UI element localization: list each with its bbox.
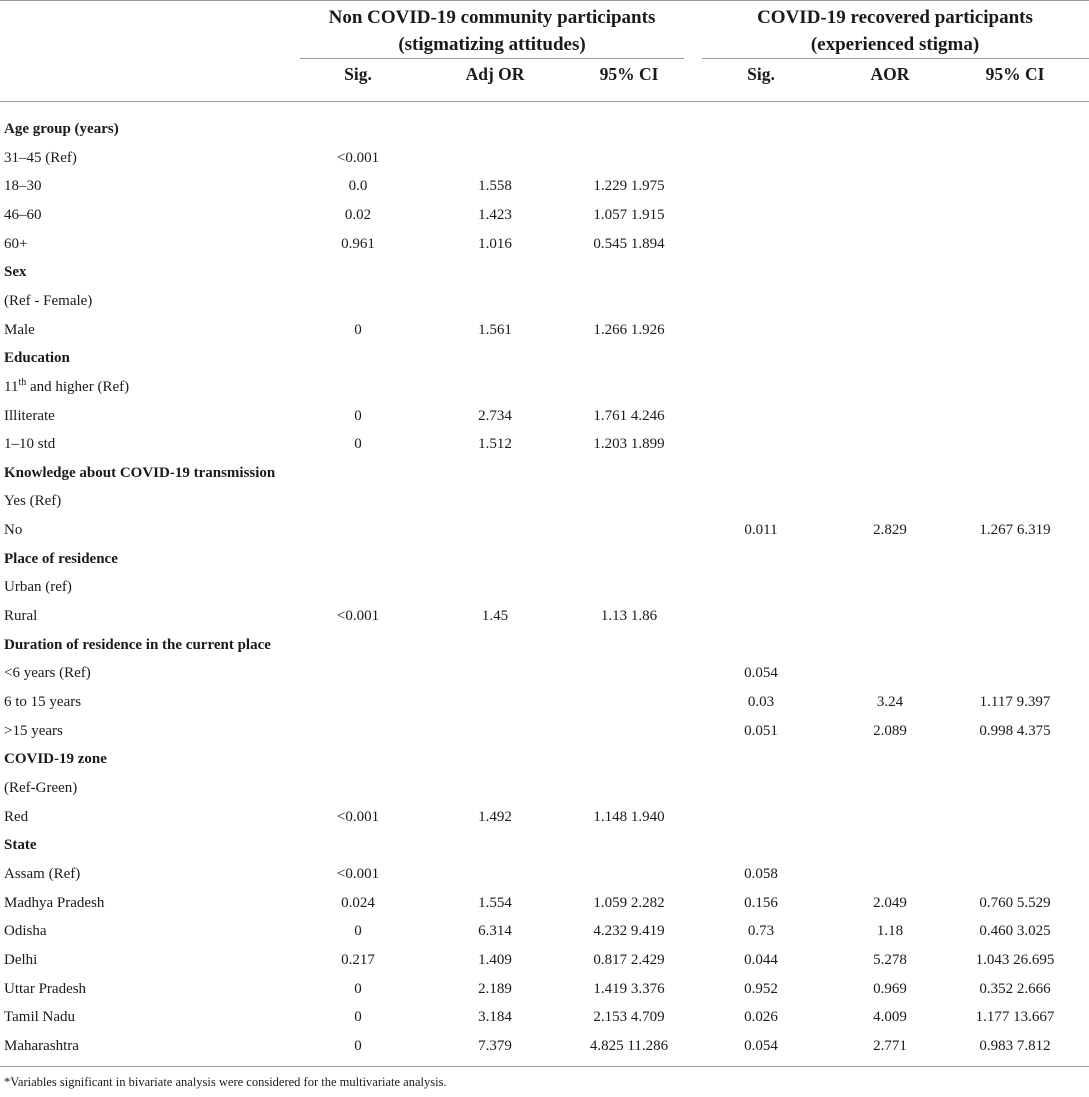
row-label: Tamil Nadu [4,1009,76,1026]
table-footnote: *Variables significant in bivariate analysis were considered for the multivariate analysis. [4,1075,447,1089]
row-label: Rural [4,608,38,625]
table-row [0,660,1089,689]
ci-cell: 2.153 4.709 [593,1009,665,1026]
row-label: No [4,522,23,539]
sig-cell: 0.217 [341,951,375,968]
row-label-main: 11 [4,378,19,395]
row-label: 46–60 [4,206,42,223]
section-header-row [0,832,1089,861]
adj-or-cell: 1.423 [478,206,512,223]
sig-recovered-cell: 0.044 [744,951,778,968]
sig-cell: 0.024 [341,894,375,911]
sig-cell: 0 [354,1037,362,1054]
sig-recovered-cell: 0.952 [744,980,778,997]
table-row [0,775,1089,804]
adj-or-cell: 1.554 [478,894,512,911]
sig-cell: 0 [354,980,362,997]
table-row [0,145,1089,174]
ci-recovered-cell: 0.352 2.666 [979,980,1051,997]
column-header-95ci-recovered: 95% CI [985,64,1045,84]
ci-cell: 4.825 11.286 [589,1037,669,1054]
sig-recovered-cell: 0.054 [744,665,778,682]
sig-cell: 0 [354,407,362,424]
section-label: Sex [4,264,27,281]
sig-cell: 0.961 [341,235,375,252]
adj-or-cell: 1.561 [478,321,512,338]
row-label: Urban (ref) [4,579,72,596]
table-row [0,1004,1089,1033]
aor-cell: 0.969 [873,980,907,997]
row-label-rest: and higher (Ref) [26,378,130,395]
section-header-row [0,116,1089,145]
ci-recovered-cell: 0.460 3.025 [979,923,1051,940]
sig-cell: 0 [354,436,362,453]
sig-recovered-cell: 0.03 [747,694,775,710]
table-row [0,517,1089,546]
ci-cell: 1.203 1.899 [593,436,665,453]
row-label: 31–45 (Ref) [4,149,77,166]
row-label: Male [4,321,35,338]
table-row [0,202,1089,231]
header-bottom-rule [0,101,1089,102]
sig-recovered-cell: 0.156 [744,894,778,911]
section-label: Education [4,350,70,367]
ci-cell: 1.059 2.282 [593,894,665,911]
ci-cell: 1.148 1.940 [593,808,665,825]
table-row [0,804,1089,833]
column-header-95ci: 95% CI [599,64,659,84]
row-label: 6 to 15 years [4,694,82,710]
table-row [0,947,1089,976]
ci-cell: 1.761 4.246 [593,407,665,424]
ci-cell: 1.13 1.86 [600,608,658,625]
section-label: Place of residence [4,550,118,567]
section-label: Age group (years) [4,121,119,137]
group-title-covid-recovered-line1: COVID-19 recovered participants [757,7,1033,28]
section-header-row [0,460,1089,489]
table-row [0,718,1089,747]
group-rule-left [300,58,684,59]
aor-cell: 2.829 [873,522,907,539]
ci-recovered-cell: 1.117 9.397 [979,694,1051,710]
ci-cell: 1.057 1.915 [593,206,665,223]
sig-cell: 0 [354,321,362,338]
column-header-sig: Sig. [344,64,372,84]
section-label: Knowledge about COVID-19 transmission [4,464,276,481]
column-header-aor: AOR [870,64,910,84]
group-title-non-covid-line1: Non COVID-19 community participants [328,7,656,28]
adj-or-cell: 1.492 [478,808,512,825]
sig-cell: <0.001 [336,808,380,825]
table-row [0,890,1089,919]
sig-cell: 0.0 [348,178,368,195]
ci-cell: 1.229 1.975 [593,178,665,195]
table-row [0,374,1089,403]
table-row [0,603,1089,632]
aor-cell: 1.18 [876,923,904,940]
table-row [0,918,1089,947]
row-label: >15 years [4,722,63,739]
table-row [0,861,1089,890]
sig-recovered-cell: 0.026 [744,1009,778,1026]
row-label: <6 years (Ref) [4,665,91,682]
aor-cell: 3.24 [876,694,904,710]
ci-recovered-cell: 0.983 7.812 [979,1037,1051,1054]
sig-recovered-cell: 0.054 [744,1037,778,1054]
row-label: Uttar Pradesh [4,980,87,997]
ci-recovered-cell: 1.177 13.667 [975,1009,1055,1026]
table-bottom-rule [0,1066,1089,1067]
section-label: State [4,837,37,854]
row-label: Delhi [4,951,38,968]
table-row [0,689,1089,718]
sig-recovered-cell: 0.051 [744,722,778,739]
section-header-row [0,259,1089,288]
ci-cell: 0.817 2.429 [593,951,665,968]
sig-cell: <0.001 [336,865,380,882]
ci-recovered-cell: 0.760 5.529 [979,894,1051,911]
row-label: Red [4,808,29,825]
adj-or-cell: 3.184 [478,1009,512,1026]
section-label: COVID-19 zone [4,751,107,768]
aor-cell: 4.009 [873,1009,907,1026]
sig-cell: 0 [354,1009,362,1026]
group-title-non-covid-line2: (stigmatizing attitudes) [398,34,586,55]
adj-or-cell: 1.45 [481,608,509,625]
table-row [0,173,1089,202]
row-label: Assam (Ref) [4,865,81,882]
section-label: Duration of residence in the current place [4,636,271,653]
sig-cell: 0.02 [344,206,372,223]
column-header-sig-recovered: Sig. [747,64,775,84]
row-label: 1–10 std [4,436,56,453]
row-label: Madhya Pradesh [4,894,105,911]
row-label: 60+ [4,235,28,252]
table-row [0,288,1089,317]
ci-recovered-cell: 0.998 4.375 [979,722,1051,739]
adj-or-cell: 7.379 [478,1037,512,1054]
adj-or-cell: 1.512 [478,436,512,453]
aor-cell: 2.089 [873,722,907,739]
adj-or-cell: 1.016 [478,235,512,252]
row-label: Yes (Ref) [4,493,62,510]
ci-cell: 1.266 1.926 [593,321,665,338]
sig-cell: 0 [354,923,362,940]
section-header-row [0,746,1089,775]
group-title-covid-recovered [702,4,1088,58]
section-header-row [0,345,1089,374]
ci-recovered-cell: 1.267 6.319 [979,522,1051,539]
row-label: (Ref - Female) [4,292,93,309]
row-label: Illiterate [4,407,55,424]
sig-recovered-cell: 0.73 [747,923,775,940]
table-row [0,231,1089,260]
ci-cell: 1.419 3.376 [593,980,665,997]
aor-cell: 2.049 [873,894,907,911]
aor-cell: 5.278 [873,951,907,968]
sig-cell: <0.001 [336,149,380,166]
row-label: 18–30 [4,178,42,195]
section-header-row [0,546,1089,575]
sig-recovered-cell: 0.058 [744,865,778,882]
ci-cell: 4.232 9.419 [593,923,665,940]
table-top-rule [0,0,1089,1]
adj-or-cell: 1.558 [478,178,512,195]
table-row [0,317,1089,346]
table-row [0,488,1089,517]
row-label: (Ref-Green) [4,779,78,796]
section-header-row [0,632,1089,661]
group-title-non-covid [300,4,684,58]
ci-recovered-cell: 1.043 26.695 [975,951,1055,968]
adj-or-cell: 1.409 [478,951,512,968]
group-title-covid-recovered-line2: (experienced stigma) [810,34,980,55]
table-row [0,574,1089,603]
column-header-adj-or: Adj OR [465,64,525,84]
adj-or-cell: 2.734 [478,407,512,424]
sig-cell: <0.001 [336,608,380,625]
sig-recovered-cell: 0.011 [744,522,778,539]
ci-cell: 0.545 1.894 [593,235,665,252]
aor-cell: 2.771 [873,1037,907,1054]
row-label-superscript: th [18,376,27,388]
adj-or-cell: 2.189 [478,980,512,997]
table-row [0,1033,1089,1062]
group-rule-right [702,58,1089,59]
row-label [4,376,130,396]
row-label: Maharashtra [4,1037,79,1054]
adj-or-cell: 6.314 [478,923,512,940]
table-row [0,403,1089,432]
table-row [0,431,1089,460]
table-row [0,976,1089,1005]
row-label: Odisha [4,923,47,940]
